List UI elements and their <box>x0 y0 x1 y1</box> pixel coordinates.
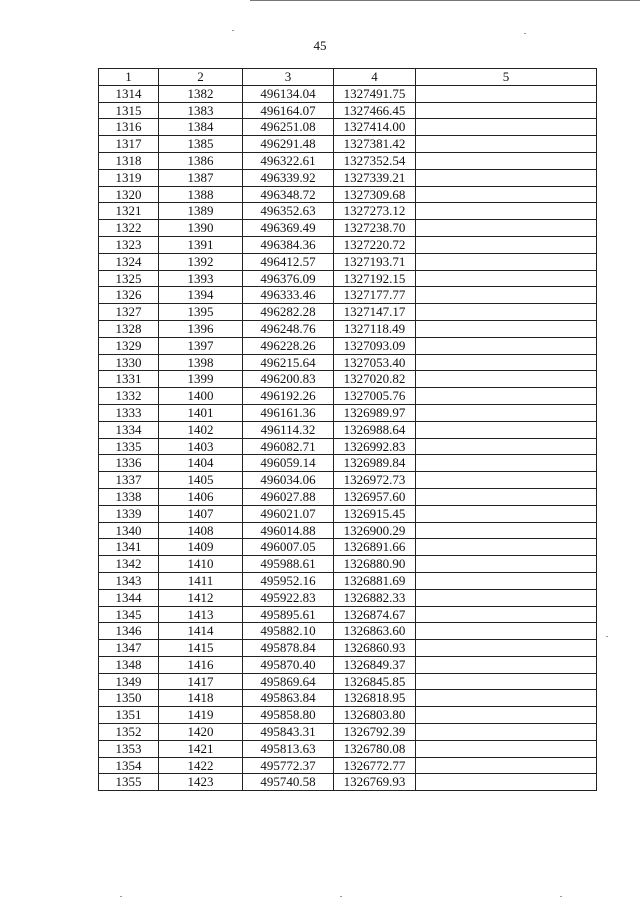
table-row <box>99 169 597 186</box>
table-cell-col4: 1326972.73 <box>334 472 416 489</box>
header-cell-col5: 5 <box>416 69 597 86</box>
table-cell-col1: 1344 <box>99 589 159 606</box>
table-cell-col3: 496348.72 <box>243 186 334 203</box>
table-cell-col4: 1326915.45 <box>334 505 416 522</box>
table-cell-col3: 496291.48 <box>243 136 334 153</box>
table-cell-col4: 1327381.42 <box>334 136 416 153</box>
table-cell-col5 <box>416 623 597 640</box>
table-cell-col4: 1326989.84 <box>334 455 416 472</box>
table-cell-col5 <box>416 640 597 657</box>
table-cell-col4: 1327005.76 <box>334 388 416 405</box>
table-cell-col5 <box>416 472 597 489</box>
table-cell-col2: 1392 <box>159 253 243 270</box>
table-cell-col1: 1327 <box>99 304 159 321</box>
table-cell-col2: 1415 <box>159 640 243 657</box>
table-cell-col5 <box>416 690 597 707</box>
table-cell-col1: 1343 <box>99 572 159 589</box>
table-cell-col1: 1346 <box>99 623 159 640</box>
table-cell-col3: 496114.32 <box>243 421 334 438</box>
table-cell-col5 <box>416 522 597 539</box>
table-row <box>99 690 597 707</box>
table-row <box>99 421 597 438</box>
table-cell-col2: 1405 <box>159 472 243 489</box>
table-cell-col2: 1414 <box>159 623 243 640</box>
table-cell-col3: 495858.80 <box>243 707 334 724</box>
page-number: 45 <box>313 38 327 53</box>
table-cell-col1: 1349 <box>99 673 159 690</box>
table-row <box>99 774 597 791</box>
table-cell-col1: 1323 <box>99 236 159 253</box>
table-cell-col2: 1400 <box>159 388 243 405</box>
header-cell-col4: 4 <box>334 69 416 86</box>
table-cell-col1: 1347 <box>99 640 159 657</box>
table-cell-col2: 1401 <box>159 404 243 421</box>
table-row <box>99 707 597 724</box>
table-row <box>99 623 597 640</box>
table-cell-col2: 1408 <box>159 522 243 539</box>
table-cell-col5 <box>416 169 597 186</box>
table-cell-col1: 1348 <box>99 656 159 673</box>
table-cell-col2: 1406 <box>159 488 243 505</box>
table-cell-col2: 1412 <box>159 589 243 606</box>
table-cell-col3: 496369.49 <box>243 220 334 237</box>
table-cell-col5 <box>416 119 597 136</box>
scan-speck <box>524 33 526 34</box>
table-cell-col1: 1322 <box>99 220 159 237</box>
table-row <box>99 656 597 673</box>
table-row <box>99 589 597 606</box>
table-cell-col5 <box>416 236 597 253</box>
table-cell-col5 <box>416 320 597 337</box>
table-cell-col2: 1397 <box>159 337 243 354</box>
table-cell-col4: 1326882.33 <box>334 589 416 606</box>
table-cell-col4: 1326860.93 <box>334 640 416 657</box>
table-row <box>99 152 597 169</box>
table-cell-col3: 496164.07 <box>243 102 334 119</box>
top-scan-rule <box>250 0 640 1</box>
table-cell-col2: 1416 <box>159 656 243 673</box>
table-cell-col5 <box>416 757 597 774</box>
table-cell-col2: 1387 <box>159 169 243 186</box>
table-cell-col4: 1326769.93 <box>334 774 416 791</box>
table-cell-col1: 1321 <box>99 203 159 220</box>
table-cell-col5 <box>416 186 597 203</box>
table-row <box>99 404 597 421</box>
table-row <box>99 186 597 203</box>
table-cell-col4: 1326803.80 <box>334 707 416 724</box>
table-cell-col4: 1327192.15 <box>334 270 416 287</box>
table-cell-col3: 495863.84 <box>243 690 334 707</box>
table-cell-col2: 1399 <box>159 371 243 388</box>
table-row <box>99 371 597 388</box>
table-cell-col5 <box>416 505 597 522</box>
table-row <box>99 572 597 589</box>
table-cell-col4: 1327491.75 <box>334 85 416 102</box>
table-row <box>99 724 597 741</box>
table-cell-col4: 1327339.21 <box>334 169 416 186</box>
table-cell-col2: 1384 <box>159 119 243 136</box>
table-cell-col5 <box>416 270 597 287</box>
table-cell-col3: 496082.71 <box>243 438 334 455</box>
table-cell-col1: 1337 <box>99 472 159 489</box>
table-row <box>99 388 597 405</box>
table-cell-col3: 496161.36 <box>243 404 334 421</box>
table-cell-col2: 1409 <box>159 539 243 556</box>
header-cell-col3: 3 <box>243 69 334 86</box>
table-cell-col5 <box>416 152 597 169</box>
scan-speck <box>340 896 342 897</box>
table-row <box>99 304 597 321</box>
table-cell-col4: 1326772.77 <box>334 757 416 774</box>
table-cell-col3: 496248.76 <box>243 320 334 337</box>
table-row <box>99 488 597 505</box>
table-cell-col2: 1407 <box>159 505 243 522</box>
table-row <box>99 640 597 657</box>
table-cell-col4: 1326780.08 <box>334 740 416 757</box>
table-cell-col1: 1333 <box>99 404 159 421</box>
table-cell-col1: 1355 <box>99 774 159 791</box>
table-row <box>99 220 597 237</box>
scan-speck <box>606 636 608 637</box>
table-cell-col1: 1342 <box>99 556 159 573</box>
table-cell-col5 <box>416 455 597 472</box>
table-cell-col1: 1329 <box>99 337 159 354</box>
table-cell-col4: 1327414.00 <box>334 119 416 136</box>
table-cell-col2: 1393 <box>159 270 243 287</box>
table-cell-col3: 495878.84 <box>243 640 334 657</box>
table-header-row <box>99 69 597 86</box>
table-row <box>99 606 597 623</box>
table-row <box>99 85 597 102</box>
table-cell-col2: 1390 <box>159 220 243 237</box>
table-cell-col1: 1334 <box>99 421 159 438</box>
table-cell-col1: 1336 <box>99 455 159 472</box>
table-cell-col1: 1351 <box>99 707 159 724</box>
table-row <box>99 253 597 270</box>
table-cell-col1: 1352 <box>99 724 159 741</box>
table-cell-col2: 1410 <box>159 556 243 573</box>
table-row <box>99 119 597 136</box>
table-cell-col1: 1345 <box>99 606 159 623</box>
table-cell-col1: 1354 <box>99 757 159 774</box>
table-cell-col1: 1353 <box>99 740 159 757</box>
table-cell-col5 <box>416 421 597 438</box>
scan-speck <box>120 896 122 897</box>
table-cell-col1: 1318 <box>99 152 159 169</box>
table-cell-col5 <box>416 556 597 573</box>
table-cell-col4: 1326792.39 <box>334 724 416 741</box>
table-cell-col3: 495869.64 <box>243 673 334 690</box>
table-cell-col5 <box>416 606 597 623</box>
table-cell-col3: 496134.04 <box>243 85 334 102</box>
table-cell-col4: 1327118.49 <box>334 320 416 337</box>
table-cell-col5 <box>416 774 597 791</box>
table-cell-col4: 1326880.90 <box>334 556 416 573</box>
table-cell-col2: 1403 <box>159 438 243 455</box>
table-cell-col3: 495882.10 <box>243 623 334 640</box>
table-row <box>99 337 597 354</box>
table-row <box>99 203 597 220</box>
table-cell-col3: 496412.57 <box>243 253 334 270</box>
table-cell-col2: 1388 <box>159 186 243 203</box>
table-cell-col1: 1341 <box>99 539 159 556</box>
table-cell-col5 <box>416 589 597 606</box>
table-cell-col4: 1326988.64 <box>334 421 416 438</box>
table-cell-col1: 1315 <box>99 102 159 119</box>
table-cell-col4: 1326881.69 <box>334 572 416 589</box>
table-cell-col4: 1327352.54 <box>334 152 416 169</box>
table-cell-col4: 1326957.60 <box>334 488 416 505</box>
table-cell-col2: 1389 <box>159 203 243 220</box>
table-row <box>99 354 597 371</box>
table-cell-col2: 1423 <box>159 774 243 791</box>
table-cell-col4: 1326863.60 <box>334 623 416 640</box>
table-cell-col1: 1340 <box>99 522 159 539</box>
table-cell-col1: 1314 <box>99 85 159 102</box>
table-cell-col1: 1331 <box>99 371 159 388</box>
table-row <box>99 320 597 337</box>
table-cell-col3: 496200.83 <box>243 371 334 388</box>
table-cell-col5 <box>416 404 597 421</box>
table-cell-col3: 496384.36 <box>243 236 334 253</box>
table-cell-col2: 1419 <box>159 707 243 724</box>
table-cell-col3: 496027.88 <box>243 488 334 505</box>
table-cell-col2: 1421 <box>159 740 243 757</box>
table-cell-col3: 496192.26 <box>243 388 334 405</box>
table-cell-col2: 1382 <box>159 85 243 102</box>
table-cell-col3: 496251.08 <box>243 119 334 136</box>
table-cell-col5 <box>416 740 597 757</box>
table-cell-col4: 1326891.66 <box>334 539 416 556</box>
table-row <box>99 740 597 757</box>
table-cell-col4: 1326849.37 <box>334 656 416 673</box>
table-row <box>99 455 597 472</box>
table-cell-col5 <box>416 136 597 153</box>
table-row <box>99 539 597 556</box>
table-cell-col3: 496228.26 <box>243 337 334 354</box>
table-cell-col3: 495772.37 <box>243 757 334 774</box>
table-cell-col1: 1316 <box>99 119 159 136</box>
table-cell-col1: 1320 <box>99 186 159 203</box>
table-cell-col4: 1327093.09 <box>334 337 416 354</box>
table-cell-col2: 1417 <box>159 673 243 690</box>
table-cell-col5 <box>416 85 597 102</box>
table-cell-col2: 1394 <box>159 287 243 304</box>
table-cell-col3: 496014.88 <box>243 522 334 539</box>
table-cell-col3: 496376.09 <box>243 270 334 287</box>
table-cell-col5 <box>416 488 597 505</box>
table-cell-col2: 1391 <box>159 236 243 253</box>
table-row <box>99 472 597 489</box>
table-cell-col2: 1413 <box>159 606 243 623</box>
table-cell-col3: 496322.61 <box>243 152 334 169</box>
scan-speck <box>560 896 562 897</box>
table-cell-col3: 495740.58 <box>243 774 334 791</box>
table-row <box>99 556 597 573</box>
table-cell-col1: 1317 <box>99 136 159 153</box>
header-cell-col1: 1 <box>99 69 159 86</box>
table-cell-col1: 1332 <box>99 388 159 405</box>
table-row <box>99 287 597 304</box>
table-cell-col1: 1319 <box>99 169 159 186</box>
table-cell-col3: 496352.63 <box>243 203 334 220</box>
table-cell-col4: 1327053.40 <box>334 354 416 371</box>
table-cell-col4: 1327220.72 <box>334 236 416 253</box>
table-cell-col5 <box>416 253 597 270</box>
table-cell-col4: 1326900.29 <box>334 522 416 539</box>
table-cell-col3: 496215.64 <box>243 354 334 371</box>
table-cell-col5 <box>416 354 597 371</box>
table-cell-col4: 1327309.68 <box>334 186 416 203</box>
table-cell-col1: 1330 <box>99 354 159 371</box>
table-cell-col2: 1386 <box>159 152 243 169</box>
table-row <box>99 438 597 455</box>
table-cell-col5 <box>416 656 597 673</box>
table-cell-col1: 1325 <box>99 270 159 287</box>
table-cell-col3: 495870.40 <box>243 656 334 673</box>
table-cell-col1: 1324 <box>99 253 159 270</box>
table-cell-col5 <box>416 337 597 354</box>
table-cell-col2: 1398 <box>159 354 243 371</box>
table-cell-col4: 1327177.77 <box>334 287 416 304</box>
table-cell-col4: 1327020.82 <box>334 371 416 388</box>
table-cell-col1: 1335 <box>99 438 159 455</box>
table-row <box>99 673 597 690</box>
table-cell-col3: 495843.31 <box>243 724 334 741</box>
table-cell-col3: 496034.06 <box>243 472 334 489</box>
table-cell-col4: 1327238.70 <box>334 220 416 237</box>
table-cell-col5 <box>416 388 597 405</box>
table-cell-col4: 1327193.71 <box>334 253 416 270</box>
table-cell-col4: 1326845.85 <box>334 673 416 690</box>
table-cell-col5 <box>416 371 597 388</box>
table-cell-col3: 495952.16 <box>243 572 334 589</box>
table-cell-col1: 1328 <box>99 320 159 337</box>
table-row <box>99 270 597 287</box>
table-cell-col3: 496007.05 <box>243 539 334 556</box>
table-cell-col3: 496059.14 <box>243 455 334 472</box>
table-cell-col2: 1402 <box>159 421 243 438</box>
table-cell-col2: 1418 <box>159 690 243 707</box>
table-cell-col5 <box>416 203 597 220</box>
table-cell-col5 <box>416 102 597 119</box>
scan-speck <box>232 30 234 31</box>
table-cell-col4: 1327273.12 <box>334 203 416 220</box>
table-cell-col2: 1395 <box>159 304 243 321</box>
header-cell-col2: 2 <box>159 69 243 86</box>
table-cell-col5 <box>416 287 597 304</box>
table-cell-col2: 1422 <box>159 757 243 774</box>
table-cell-col5 <box>416 304 597 321</box>
table-cell-col3: 495895.61 <box>243 606 334 623</box>
table-row <box>99 757 597 774</box>
table-row <box>99 102 597 119</box>
table-cell-col2: 1404 <box>159 455 243 472</box>
table-cell-col1: 1350 <box>99 690 159 707</box>
table-cell-col4: 1326989.97 <box>334 404 416 421</box>
table-cell-col1: 1326 <box>99 287 159 304</box>
table-cell-col2: 1385 <box>159 136 243 153</box>
table-cell-col2: 1383 <box>159 102 243 119</box>
table-cell-col5 <box>416 673 597 690</box>
table-cell-col2: 1396 <box>159 320 243 337</box>
table-cell-col2: 1411 <box>159 572 243 589</box>
table-cell-col5 <box>416 572 597 589</box>
table-cell-col3: 496333.46 <box>243 287 334 304</box>
table-cell-col3: 495988.61 <box>243 556 334 573</box>
table-cell-col3: 496339.92 <box>243 169 334 186</box>
table-cell-col3: 495813.63 <box>243 740 334 757</box>
table-row <box>99 136 597 153</box>
table-body <box>99 85 597 790</box>
coordinates-table <box>98 68 597 791</box>
table-row <box>99 236 597 253</box>
table-cell-col5 <box>416 724 597 741</box>
table-cell-col5 <box>416 707 597 724</box>
table-cell-col2: 1420 <box>159 724 243 741</box>
table-cell-col4: 1327466.45 <box>334 102 416 119</box>
table-cell-col5 <box>416 438 597 455</box>
table-cell-col1: 1339 <box>99 505 159 522</box>
table-row <box>99 522 597 539</box>
table-row <box>99 505 597 522</box>
table-cell-col4: 1326874.67 <box>334 606 416 623</box>
table-cell-col5 <box>416 220 597 237</box>
table-cell-col3: 496282.28 <box>243 304 334 321</box>
table-cell-col3: 495922.83 <box>243 589 334 606</box>
table-cell-col4: 1327147.17 <box>334 304 416 321</box>
table-cell-col4: 1326992.83 <box>334 438 416 455</box>
table-cell-col5 <box>416 539 597 556</box>
table-cell-col3: 496021.07 <box>243 505 334 522</box>
table-cell-col4: 1326818.95 <box>334 690 416 707</box>
table-cell-col1: 1338 <box>99 488 159 505</box>
